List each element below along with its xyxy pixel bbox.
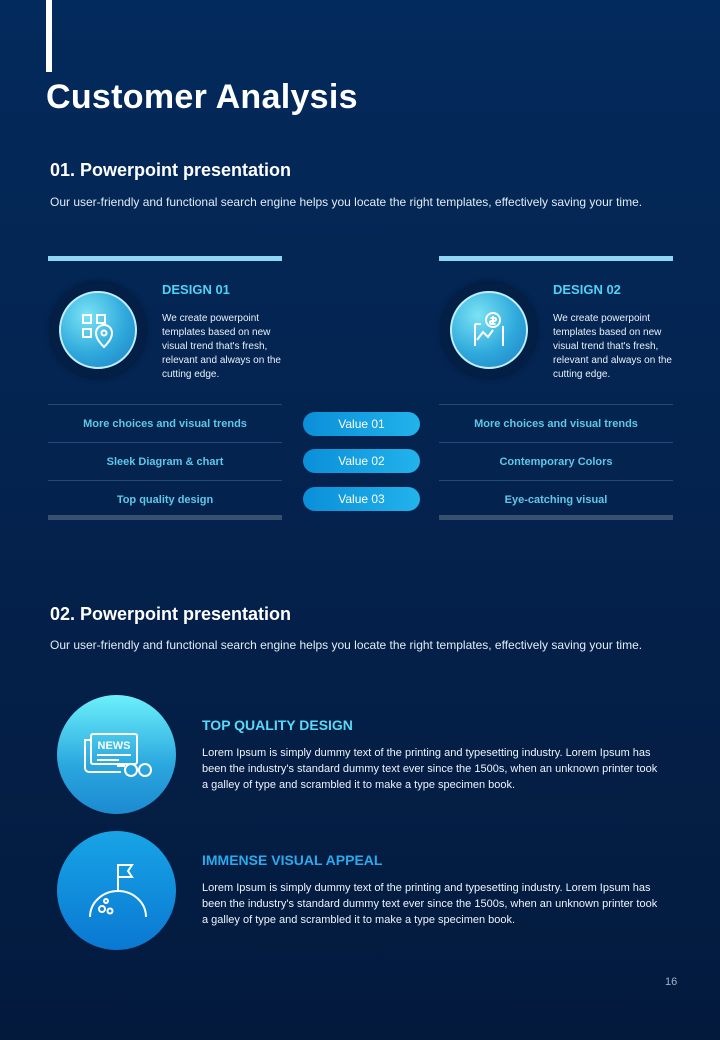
design1-top-bar <box>48 256 282 261</box>
grid-location-icon <box>78 310 118 350</box>
section1-text: Our user-friendly and functional search engine helps you locate the right templates, effectively saving your time. <box>50 195 643 209</box>
title-accent-bar <box>46 0 52 72</box>
design1-description: We create powerpoint templates based on new visual trend that's fresh, relevant and always on the cutting edge. <box>162 313 281 380</box>
design2-column <box>439 256 673 506</box>
design2-feature-2: Contemporary Colors <box>439 442 673 480</box>
money-chart-icon <box>469 310 509 350</box>
design2-icon-circle <box>441 282 537 378</box>
feature2-icon-circle <box>57 831 176 950</box>
feature1-title: TOP QUALITY DESIGN <box>202 717 353 733</box>
design2-description: We create powerpoint templates based on new visual trend that's fresh, relevant and always on the cutting edge. <box>553 313 672 380</box>
design1-label: DESIGN 01 <box>162 282 230 297</box>
value-pill-3: Value 03 <box>303 487 420 511</box>
feature2-text: Lorem Ipsum is simply dummy text of the printing and typesetting industry. Lorem Ipsum has been the industry's standard dummy text ever since the 1500s, when an unknown printer took a galley of type and scrambled it to make a type specimen book. <box>202 882 658 926</box>
newspaper-icon <box>81 730 153 780</box>
feature1-icon-circle <box>57 695 176 814</box>
design1-feature-1: More choices and visual trends <box>48 404 282 442</box>
design2-bottom-bar <box>439 515 673 520</box>
design1-feature-3: Top quality design <box>48 480 282 518</box>
design1-column <box>48 256 282 506</box>
design2-feature-3: Eye-catching visual <box>439 480 673 518</box>
design2-feature-1: More choices and visual trends <box>439 404 673 442</box>
design2-label: DESIGN 02 <box>553 282 621 297</box>
page-title: Customer Analysis <box>46 78 358 116</box>
design1-icon-circle <box>50 282 146 378</box>
section2-heading: 02. Powerpoint presentation <box>50 604 292 624</box>
design1-feature-2: Sleek Diagram & chart <box>48 442 282 480</box>
newspaper-icon-text: NEWS <box>97 739 130 752</box>
value-pill-1: Value 01 <box>303 412 420 436</box>
design2-feature-list <box>439 404 673 518</box>
flag-summit-icon <box>84 861 150 921</box>
feature2-title: IMMENSE VISUAL APPEAL <box>202 852 383 868</box>
design2-top-bar <box>439 256 673 261</box>
feature1-text: Lorem Ipsum is simply dummy text of the printing and typesetting industry. Lorem Ipsum has been the industry's standard dummy text ever since the 1500s, when an unknown printer took a galley of type and scrambled it to make a type specimen book. <box>202 747 658 791</box>
section2-text: Our user-friendly and functional search engine helps you locate the right templates, effectively saving your time. <box>50 638 643 652</box>
page-number: 16 <box>665 976 678 988</box>
design1-feature-list <box>48 404 282 518</box>
section1-heading: 01. Powerpoint presentation <box>50 160 292 180</box>
value-pill-2: Value 02 <box>303 449 420 473</box>
design1-bottom-bar <box>48 515 282 520</box>
